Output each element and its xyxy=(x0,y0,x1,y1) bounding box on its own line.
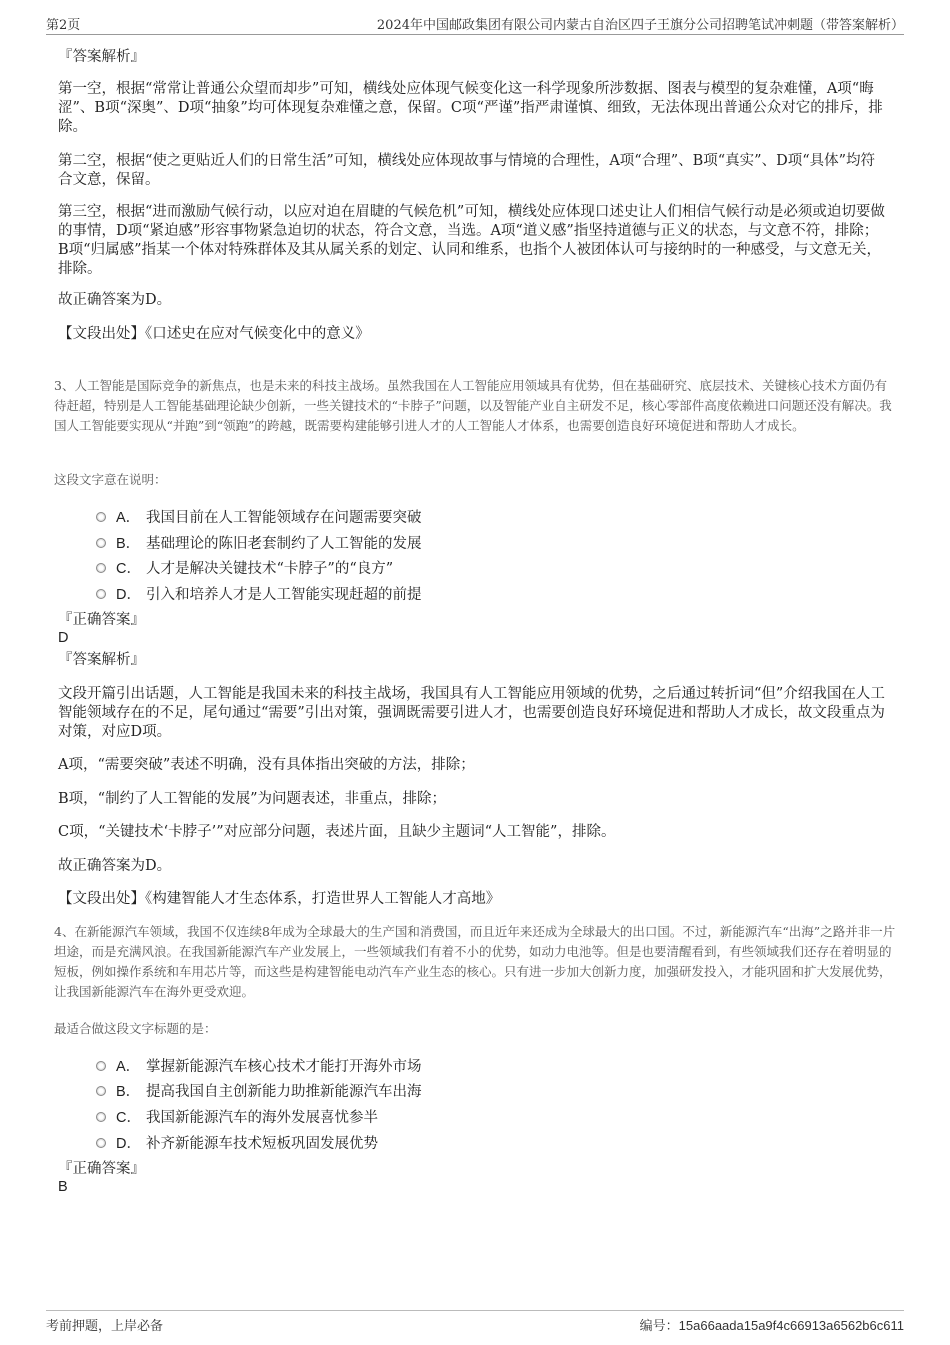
document-id: 编号：15a66aada15a9f4c66913a6562b6c611 xyxy=(639,1318,904,1333)
analysis-conclusion: 故正确答案为D。 xyxy=(58,292,172,308)
passage-source: 【文段出处】《口述史在应对气候变化中的意义》 xyxy=(58,326,370,342)
correct-answer-label: 『正确答案』 xyxy=(58,612,145,628)
question-stem: 3、人工智能是国际竞争的新焦点，也是未来的科技主战场。虽然我国在人工智能应用领域具有优势，但在基础研究、底层技术、关键核心技术方面仍有待赶超，特别是人工智能基础理论缺少创新，一些关键技术的“卡脖子”问题，以及智能产业自主研发不足，核心零部件高度依赖进口问题还没有解决。我国人工智能要实现从“并跑”到“领跑”的跨越，既需要构建能够引进人才的人工智能人才体系，也需要创造良好环境促进和帮助人才成长。 xyxy=(54,378,892,433)
analysis-note-c: C项，“关键技术‘卡脖子’”对应部分问题，表述片面，且缺少主题词“人工智能”，排除。 xyxy=(58,824,616,840)
analysis-paragraph: 文段开篇引出话题，人工智能是我国未来的科技主战场，我国具有人工智能应用领域的优势，之后通过转折词“但”介绍我国在人工智能领域存在的不足，尾句通过“需要”引出对策，强调既需要引进人才，也需要创造良好环境促进和帮助人才成长，故文段重点为对策，对应D项。 xyxy=(58,686,885,740)
analysis-paragraph: 第二空，根据“使之更贴近人们的日常生活”可知，横线处应体现故事与情境的合理性，A项“合理”、B项“真实”、D项“具体”均符合文意，保留。 xyxy=(58,153,876,188)
radio-icon[interactable] xyxy=(96,538,106,548)
question-prompt: 这段文字意在说明： xyxy=(54,472,167,487)
analysis-paragraph: 第三空，根据“进而激励气候行动，以应对迫在眉睫的气候危机”可知，横线处应体现口述史让人们相信气候行动是必须或迫切要做的事情，D项“紧迫感”形容事物紧急迫切的状态，符合文意，当选。A项“道义感”指坚持道德与正义的状态，与文意不符，排除；B项“归属感”指某一个体对特殊群体及其从属关系的划定、认同和维系，也指个人被团体认可与接纳时的一种感受，与文意无关，排除。 xyxy=(58,204,885,277)
radio-icon[interactable] xyxy=(96,1086,106,1096)
radio-icon[interactable] xyxy=(96,589,106,599)
correct-answer: D xyxy=(58,630,69,646)
radio-icon[interactable] xyxy=(96,1112,106,1122)
page-header xyxy=(46,14,904,35)
option-c[interactable]: C． 我国新能源汽车的海外发展喜忧参半 xyxy=(96,1106,378,1126)
option-a[interactable]: A． 我国目前在人工智能领域存在问题需要突破 xyxy=(96,506,422,526)
option-b[interactable]: B． 提高我国自主创新能力助推新能源汽车出海 xyxy=(96,1080,422,1100)
analysis-conclusion: 故正确答案为D。 xyxy=(58,858,172,874)
analysis-note-a: A项，“需要突破”表述不明确，没有具体指出突破的方法，排除； xyxy=(58,757,475,773)
footer-slogan: 考前押题，上岸必备 xyxy=(46,1319,164,1334)
analysis-paragraph: 第一空，根据“常常让普通公众望而却步”可知，横线处应体现气候变化这一科学现象所涉数据、图表与模型的复杂难懂，A项“晦涩”、B项“深奥”、D项“抽象”均可体现复杂难懂之意，保留。C项“严谨”指严肃谨慎、细致，无法体现出普通公众对它的排斥，排除。 xyxy=(58,81,883,135)
question-prompt: 最适合做这段文字标题的是： xyxy=(54,1021,217,1036)
radio-icon[interactable] xyxy=(96,512,106,522)
correct-answer: B xyxy=(58,1179,68,1195)
document-title: 2024年中国邮政集团有限公司内蒙古自治区四子王旗分公司招聘笔试冲刺题（带答案解析） xyxy=(376,18,904,33)
option-d[interactable]: D． 引入和培养人才是人工智能实现赶超的前提 xyxy=(96,583,422,603)
answer-analysis-label: 『答案解析』 xyxy=(58,652,145,668)
option-a[interactable]: A． 掌握新能源汽车核心技术才能打开海外市场 xyxy=(96,1055,422,1075)
answer-analysis-label: 『答案解析』 xyxy=(58,49,145,65)
option-b[interactable]: B． 基础理论的陈旧老套制约了人工智能的发展 xyxy=(96,532,422,552)
page-number: 第2页 xyxy=(46,18,81,33)
analysis-note-b: B项，“制约了人工智能的发展”为问题表述，非重点，排除； xyxy=(58,791,446,807)
question-stem: 4、在新能源汽车领域，我国不仅连续8年成为全球最大的生产国和消费国，而且近年来还成为全球最大的出口国。不过，新能源汽车“出海”之路并非一片坦途，而是充满风浪。在我国新能源汽车产业发展上，一些领域我们有着不小的优势，如动力电池等。但是也要清醒看到，有些领域我们还存在着明显的短板，例如操作系统和车用芯片等，而这些是构建智能电动汽车产业生态的核心。只有进一步加大创新力度，加强研发投入，才能巩固和扩大发展优势，让我国新能源汽车在海外更受欢迎。 xyxy=(54,924,896,999)
radio-icon[interactable] xyxy=(96,1061,106,1071)
option-c[interactable]: C． 人才是解决关键技术“卡脖子”的“良方” xyxy=(96,557,393,577)
radio-icon[interactable] xyxy=(96,1138,106,1148)
option-d[interactable]: D． 补齐新能源车技术短板巩固发展优势 xyxy=(96,1132,378,1152)
page-footer xyxy=(46,1310,904,1334)
passage-source: 【文段出处】《构建智能人才生态体系，打造世界人工智能人才高地》 xyxy=(58,891,501,907)
correct-answer-label: 『正确答案』 xyxy=(58,1161,145,1177)
radio-icon[interactable] xyxy=(96,563,106,573)
